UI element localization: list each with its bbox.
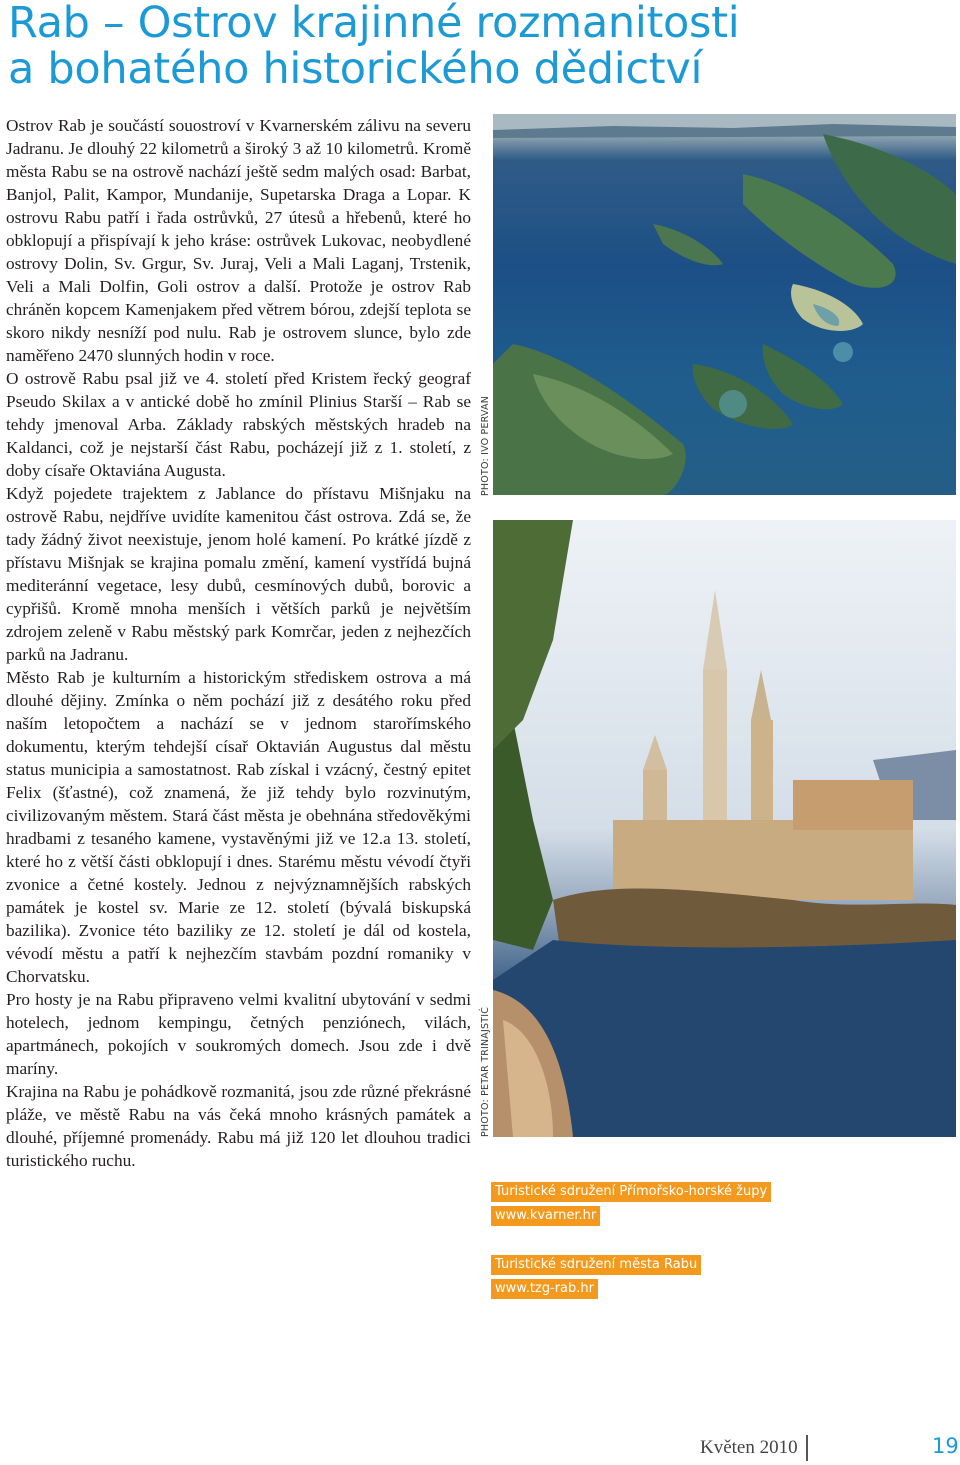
issue-date: Květen 2010 xyxy=(700,1437,798,1458)
tourist-board-rab: Turistické sdružení města Rabu xyxy=(491,1255,701,1275)
aerial-islands-photo xyxy=(493,114,956,495)
title-line-1: Rab – Ostrov krajinné rozmanitosti xyxy=(8,0,740,48)
paragraph-3: Když pojedete trajektem z Jablance do přístavu Mišnjaku na ostrově Rabu, nejdříve uvidíte kamenitou část ostrova. Zdá se, že tady žádný život neexistuje, jenom holé kamení. Po krátké jízdě z přístavu Mišnjak se krajina pomalu změní, kamení vystřídá bujná mediteránní vegetace, lesy dubů, cesmínových dubů, borovic a cypřišů. Kromě mnoha menších i větších parků je největším zdrojem zeleně v Rabu městský park Komrčar, jeden z nejhezčích parků na Jadranu. xyxy=(6,484,471,664)
paragraph-4: Město Rab je kulturním a historickým střediskem ostrova a má dlouhé dějiny. Zmínka o něm pochází již z desátého roku před naším letopočtem a nachází se v jednom starořímského dokumentu, kterým tehdejší císař Oktavián Augustus dal městu status municipia a samostatnost. Rab získal i vzácný, čestný epitet Felix (šťastné), což znamená, že již tehdy bylo rozvinutým, civilizovaným městem. Stará část města je obehnána středověkými hradbami z tesaného kamene, vystavěnými již ve 12.a 13. století, které ho z větší části obklopují i dnes. Starému městu vévodí čtyři zvonice a četné kostely. Jednou z nejvýznamnějších rabských památek je kostel sv. Marie ze 12. století (bývalá biskupská bazilika). Zvonice této baziliky ze 12. století je dál od kostela, vévodí městu a patří k nejhezčím stavbám pozdní romaniky v Chorvatsku. xyxy=(6,668,471,986)
aerial-islands-illustration xyxy=(493,114,956,495)
town-photo-credit: PHOTO: PETAR TRINAJSTIĆ xyxy=(480,1006,491,1137)
article-body xyxy=(6,114,471,1172)
footer-divider xyxy=(806,1435,808,1461)
paragraph-2: O ostrově Rabu psal již ve 4. století před Kristem řecký geograf Pseudo Skilax a v antické době ho zmínil Plinius Starší – Rab se tehdy jmenoval Arba. Základy rabských městských hradeb na Kaldanci, což je nejstarší část Rabu, pocházejí již z 1. století, z doby císaře Oktaviána Augusta. xyxy=(6,369,471,480)
link-tzg-rab[interactable]: www.tzg-rab.hr xyxy=(491,1279,598,1299)
rab-town-illustration xyxy=(493,520,956,1137)
aerial-photo-credit: PHOTO: IVO PERVAN xyxy=(480,395,491,496)
paragraph-6: Krajina na Rabu je pohádkově rozmanitá, jsou zde různé překrásné pláže, ve městě Rabu na vás čeká mnoho krásných památek a dlouhé, příjemné promenády. Rabu má již 120 let dlouhou tradici turistického ruchu. xyxy=(6,1082,471,1170)
title-line-2: a bohatého historického dědictví xyxy=(8,44,703,94)
rab-town-photo xyxy=(493,520,956,1137)
paragraph-1: Ostrov Rab je součástí souostroví v Kvarnerském zálivu na severu Jadranu. Je dlouhý 22 kilometrů a široký 3 až 10 kilometrů. Kromě města Rabu se na ostrově nachází ještě sedm malých osad: Barbat, Banjol, Palit, Kampor, Mundanije, Supetarska Draga a Lopar. K ostrovu Rabu patří i řada ostrůvků, 27 útesů a hřebenů, které ho obklopují a přispívají k jeho kráse: ostrůvek Lukovac, neobydlené ostrovy Dolin, Sv. Grgur, Sv. Juraj, Veli a Mali Laganj, Trstenik, Veli a Mali Dolfin, Goli ostrov a další. Protože je ostrov Rab chráněn kopcem Kamenjakem před větrem bórou, zdejší teplota se skoro nikdy nesníží pod nulu. Rab je ostrovem slunce, bylo zde naměřeno 2470 slunných hodin v roce. xyxy=(6,116,471,365)
page-title xyxy=(8,0,739,92)
tourist-board-kvarner: Turistické sdružení Přímořsko-horské župy xyxy=(491,1182,771,1202)
link-kvarner[interactable]: www.kvarner.hr xyxy=(491,1206,600,1226)
page-number: 19 xyxy=(932,1434,959,1458)
paragraph-5: Pro hosty je na Rabu připraveno velmi kvalitní ubytování v sedmi hotelech, jednom kempingu, četných penziónech, vilách, apartmánech, pokojích v soukromých domech. Jsou zde i dvě maríny. xyxy=(6,990,471,1078)
